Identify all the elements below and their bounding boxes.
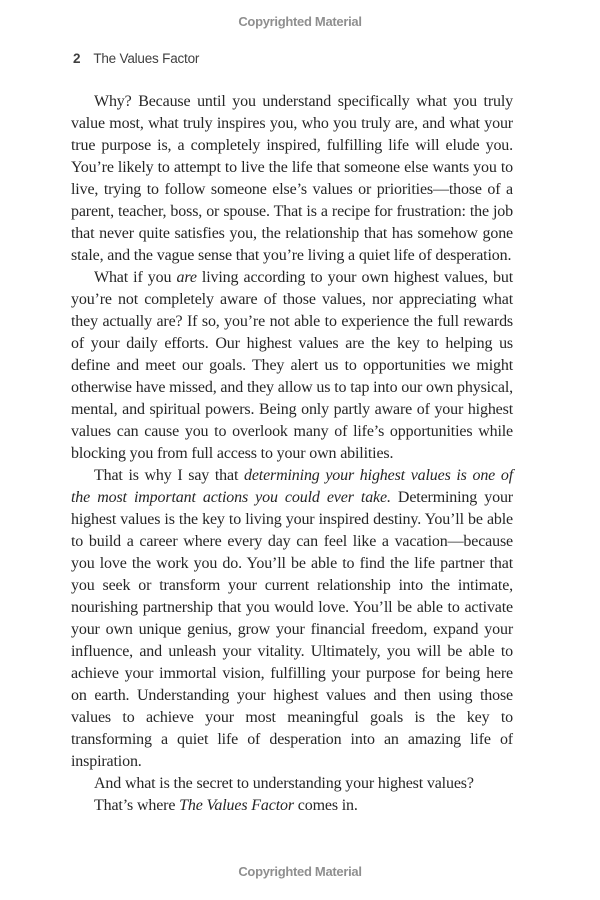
italic-text: are [176, 269, 197, 286]
page-number: 2 [73, 51, 81, 66]
body-text-segment: That’s where [94, 797, 180, 814]
running-head-title: The Values Factor [93, 51, 200, 66]
body-text-segment: And what is the secret to understanding your highest values? [94, 775, 474, 792]
copyright-notice-top: Copyrighted Material [238, 14, 362, 29]
body-text-segment: Determining your highest values is the key to living your inspired destiny. You’ll be able to build a career where every day can feel like a vacation—because you love the work you do. You’ll be able to find the life partner that you seek or transform your current relationship into the intimate, nourishing partnership that you would love. You’ll be able to activate your own unique genius, grow your financial freedom, expand your influence, and unleash your vitality. Ultimately, you will be able to achieve your immortal vision, fulfilling your purpose for being here on earth. Understanding your highest values and then using those values to achieve your most meaningful goals is the key to transforming a quiet life of desperation into an amazing life of inspiration. [71, 489, 513, 770]
paragraph [71, 91, 513, 267]
paragraph [71, 465, 513, 773]
body-text-segment: Why? Because until you understand specifically what you truly value most, what truly inspires you, who you truly are, and what your true purpose is, a completely inspired, fulfilling life will elude you. You’re likely to attempt to live the life that someone else wants you to live, trying to follow someone else’s values or priorities—those of a parent, teacher, boss, or spouse. That is a recipe for frustration: the job that never quite satisfies you, the relationship that has somehow gone stale, and the vague sense that you’re living a quiet life of desperation. [71, 93, 513, 264]
body-text-segment: comes in. [293, 797, 358, 814]
copyright-notice-bottom: Copyrighted Material [238, 864, 362, 879]
paragraph [71, 773, 513, 795]
italic-text: determining your highest values is one of the most important actions you could ever take. [71, 467, 513, 506]
italic-text: The Values Factor [179, 797, 294, 814]
body-text [71, 91, 513, 817]
body-text-segment: That is why I say that [94, 467, 244, 484]
body-text-segment: living according to your own highest values, but you’re not completely aware of those values, nor appreciating what they actually are? If so, you’re not able to experience the full rewards of your daily efforts. Our highest values are the key to helping us define and meet our goals. They alert us to opportunities we might otherwise have missed, and they allow us to tap into our own physical, mental, and spiritual powers. Being only partly aware of your highest values can cause you to overlook many of life’s opportunities while blocking you from full access to your own abilities. [71, 269, 513, 462]
paragraph [71, 267, 513, 465]
paragraph [71, 795, 513, 817]
page-header [73, 51, 199, 66]
body-text-segment: What if you [94, 269, 177, 286]
